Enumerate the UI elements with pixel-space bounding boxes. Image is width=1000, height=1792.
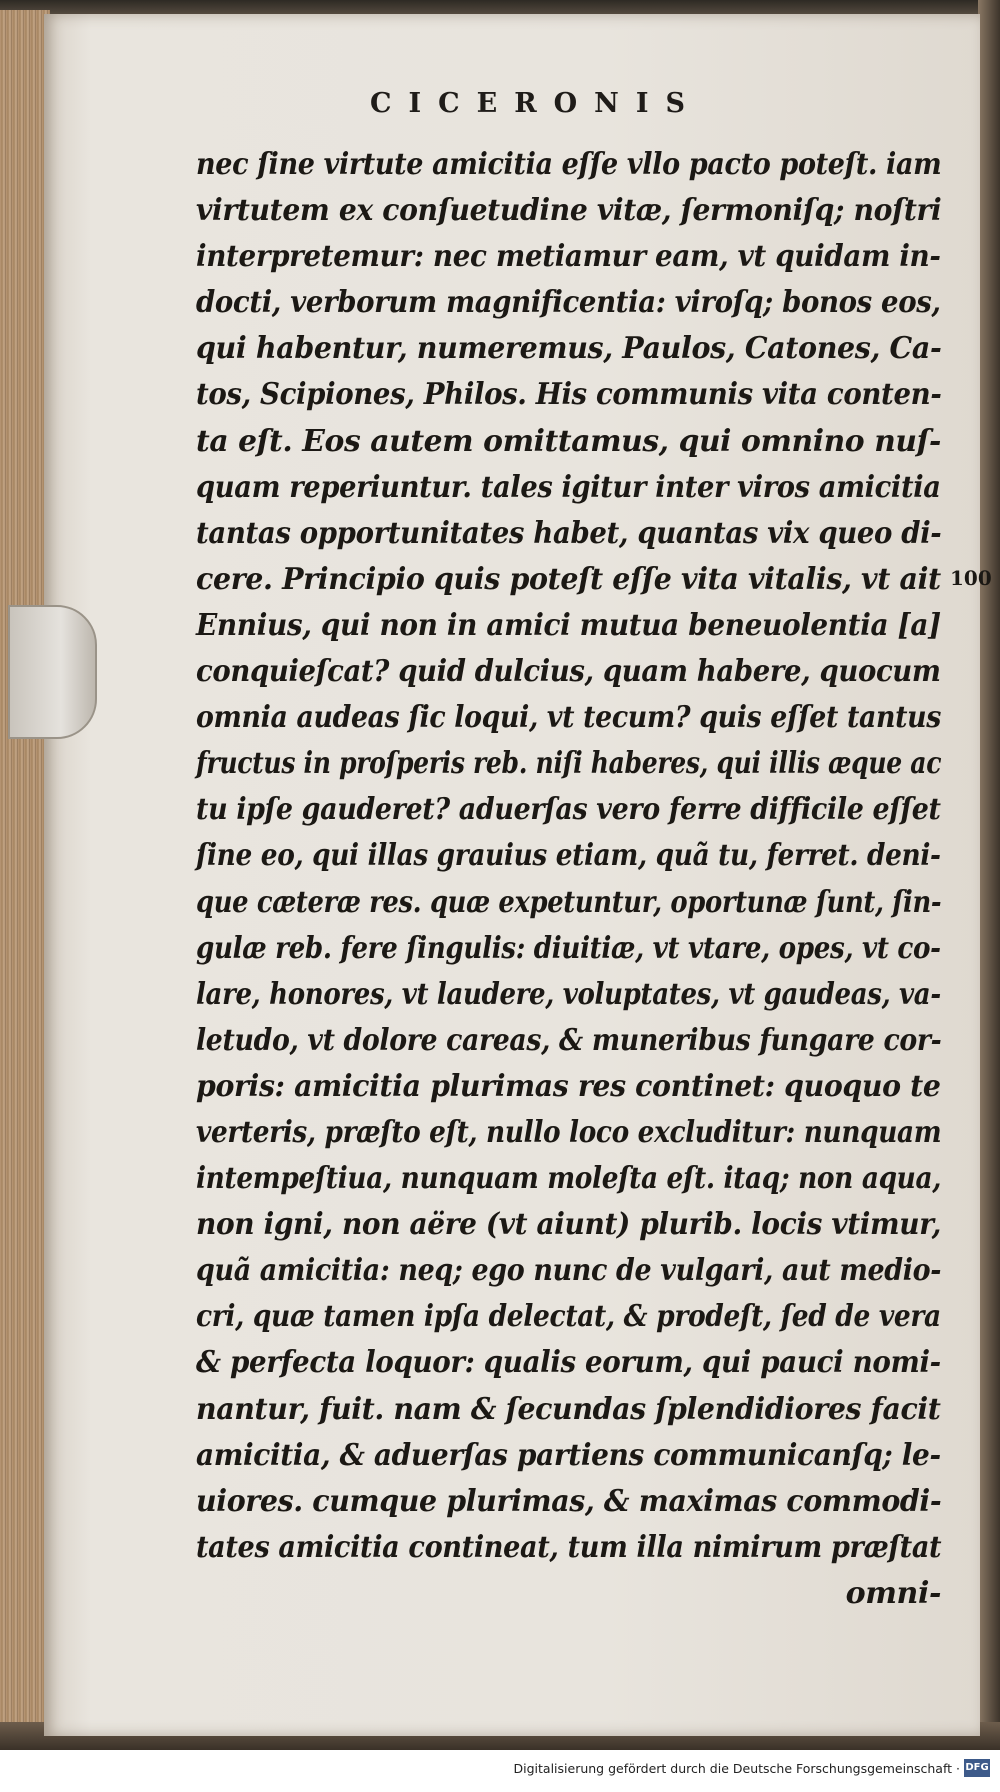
text-block — [196, 142, 941, 1617]
text-line: uiores. cumque plurimas, & maximas commodi- — [196, 1483, 942, 1519]
text-line: cri, quæ tamen ipſa delectat, & prodeſt, ſed de vera — [196, 1299, 941, 1335]
text-line: omnia audeas ſic loqui, vt tecum? quis eſſet tantus — [196, 700, 942, 736]
text-line: nantur, fuit. nam & ſecundas ſplendidiores facit — [196, 1391, 941, 1427]
text-line: fructus in proſperis reb. niſi haberes, qui illis æque ac — [196, 746, 942, 782]
text-line: poris: amicitia plurimas res continet: quoquo te — [196, 1068, 941, 1104]
text-line: lare, honores, vt laudere, voluptates, vt gaudeas, va- — [196, 976, 941, 1012]
text-line: omni- — [845, 1575, 941, 1611]
text-line: nec ſine virtute amicitia eſſe vllo pacto poteſt. iam — [196, 147, 942, 182]
text-line: cere. Principio quis poteſt eſſe vita vitalis, vt ait — [196, 561, 941, 597]
text-line: ta eſt. Eos autem omittamus, qui omnino nuſ- — [196, 423, 941, 459]
book-right-edge — [978, 0, 1000, 1750]
text-line: Ennius, qui non in amici mutua beneuolentia [a] — [196, 607, 941, 643]
text-line: non igni, non aëre (vt aiunt) plurib. locis vtimur, — [196, 1207, 941, 1243]
text-line: & perfecta loquor: qualis eorum, qui pauci nomi- — [196, 1345, 941, 1381]
text-line: quam reperiuntur. tales igitur inter viros amicitia — [196, 469, 941, 505]
digitization-footer — [0, 1750, 1000, 1792]
text-line: tos, Scipiones, Philos. His communis vita conten- — [196, 377, 942, 413]
text-line: verteris, præſto eſt, nullo loco excluditur: nunquam — [196, 1114, 942, 1150]
page-clip-tab — [8, 605, 97, 739]
text-line: intempeſtiua, nunquam moleſta eſt. itaq; non aqua, — [196, 1161, 942, 1197]
text-line: tantas opportunitates habet, quantas vix queo di- — [196, 515, 942, 551]
text-line: letudo, vt dolore careas, & muneribus fungare cor- — [196, 1022, 942, 1058]
text-line: conquieſcat? quid dulcius, quam habere, quocum — [196, 654, 941, 690]
text-line: que cæteræ res. quæ expetuntur, oportunæ ſunt, ſin- — [196, 884, 942, 920]
book-page-edges — [0, 10, 50, 1750]
margin-note: 100 — [950, 566, 992, 590]
text-line: amicitia, & aduerſas partiens communicanſq; le- — [196, 1437, 941, 1473]
text-line: virtutem ex conſuetudine vitæ, ſermoniſq; noſtri — [196, 193, 942, 229]
text-line: qui habentur, numeremus, Paulos, Catones, Ca- — [196, 331, 942, 367]
text-line: quã amicitia: neq; ego nunc de vulgari, aut medio- — [196, 1253, 942, 1289]
text-line: docti, verborum magnificentia: viroſq; bonos eos, — [196, 285, 941, 321]
text-line: tates amicitia contineat, tum illa nimirum præſtat — [196, 1529, 942, 1565]
text-line: tu ipſe gauderet? aduerſas vero ferre difficile eſſet — [196, 792, 941, 828]
footer-credit: Digitalisierung gefördert durch die Deutsche Forschungsgemeinschaft · — [513, 1761, 960, 1776]
running-head: CICERONIS — [370, 88, 702, 119]
dfg-logo: DFG — [964, 1759, 990, 1777]
text-line: ſine eo, qui illas grauius etiam, quã tu, ferret. deni- — [196, 838, 941, 874]
text-line: interpretemur: nec metiamur eam, vt quidam in- — [196, 239, 941, 275]
text-line: gulæ reb. fere ſingulis: diuitiæ, vt vtare, opes, vt co- — [196, 930, 941, 966]
